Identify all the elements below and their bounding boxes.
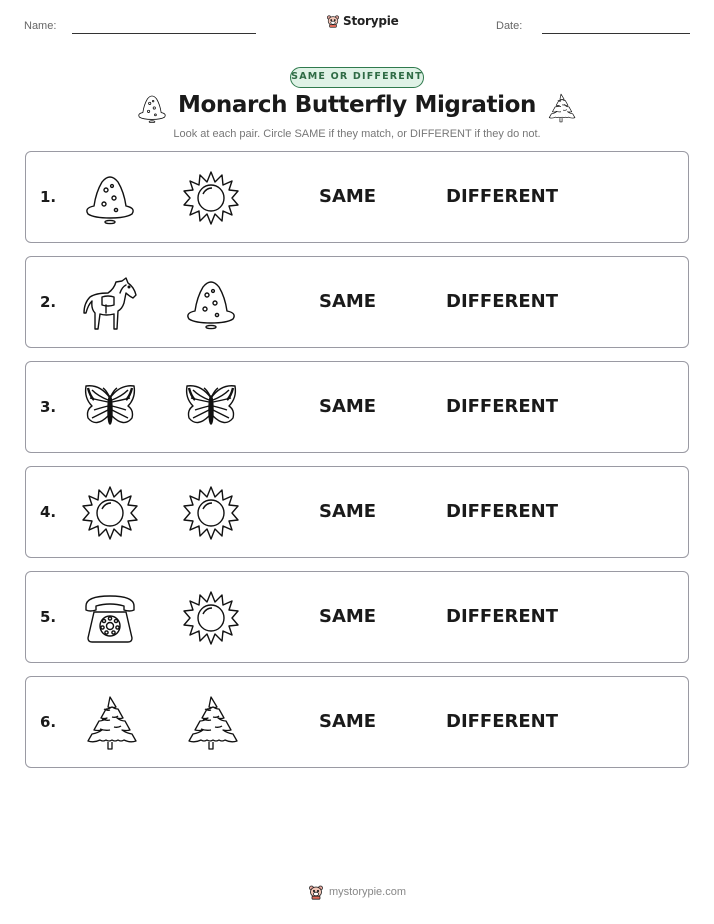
question-row	[25, 571, 689, 663]
different-option[interactable]: DIFFERENT	[446, 606, 559, 627]
different-option[interactable]: DIFFERENT	[446, 396, 559, 417]
question-list	[25, 151, 689, 781]
different-option[interactable]: DIFFERENT	[446, 711, 559, 732]
storypie-logo	[326, 14, 399, 28]
sun-icon	[183, 590, 239, 646]
same-option[interactable]: SAME	[319, 291, 377, 312]
title-row	[0, 92, 714, 126]
question-number: 4.	[40, 503, 57, 521]
pine-tree-icon	[546, 92, 576, 124]
question-row	[25, 676, 689, 768]
same-option[interactable]: SAME	[319, 186, 377, 207]
question-row	[25, 151, 689, 243]
same-option[interactable]: SAME	[319, 711, 377, 732]
date-field-line[interactable]	[542, 33, 690, 34]
different-option[interactable]: DIFFERENT	[446, 186, 559, 207]
pine-tree-icon	[183, 695, 239, 751]
page-title: Monarch Butterfly Migration	[177, 92, 537, 118]
different-option[interactable]: DIFFERENT	[446, 291, 559, 312]
same-option[interactable]: SAME	[319, 606, 377, 627]
activity-badge: SAME OR DIFFERENT	[290, 67, 424, 88]
sun-icon	[82, 485, 138, 541]
bear-icon	[326, 14, 340, 28]
footer-link[interactable]: mystorypie.com	[328, 886, 407, 898]
name-label: Name:	[24, 20, 57, 32]
sun-icon	[183, 170, 239, 226]
question-number: 1.	[40, 188, 57, 206]
different-option[interactable]: DIFFERENT	[446, 501, 559, 522]
question-number: 5.	[40, 608, 57, 626]
footer	[0, 884, 714, 900]
logo-text: Storypie	[343, 14, 399, 28]
name-field-line[interactable]	[72, 33, 256, 34]
horse-icon	[82, 275, 138, 331]
question-row	[25, 466, 689, 558]
same-option[interactable]: SAME	[319, 501, 377, 522]
sand-mound-icon	[183, 275, 239, 331]
sand-mound-icon	[82, 170, 138, 226]
question-row	[25, 361, 689, 453]
question-row	[25, 256, 689, 348]
butterfly-icon	[183, 380, 239, 436]
bear-icon	[308, 884, 324, 900]
sun-icon	[183, 485, 239, 541]
question-number: 6.	[40, 713, 57, 731]
butterfly-icon	[82, 380, 138, 436]
worksheet-header	[0, 0, 714, 50]
telephone-icon	[82, 590, 138, 646]
pine-tree-icon	[82, 695, 138, 751]
date-label: Date:	[496, 20, 523, 32]
question-number: 2.	[40, 293, 57, 311]
instructions: Look at each pair. Circle SAME if they match, or DIFFERENT if they do not.	[173, 128, 541, 140]
same-option[interactable]: SAME	[319, 396, 377, 417]
question-number: 3.	[40, 398, 57, 416]
